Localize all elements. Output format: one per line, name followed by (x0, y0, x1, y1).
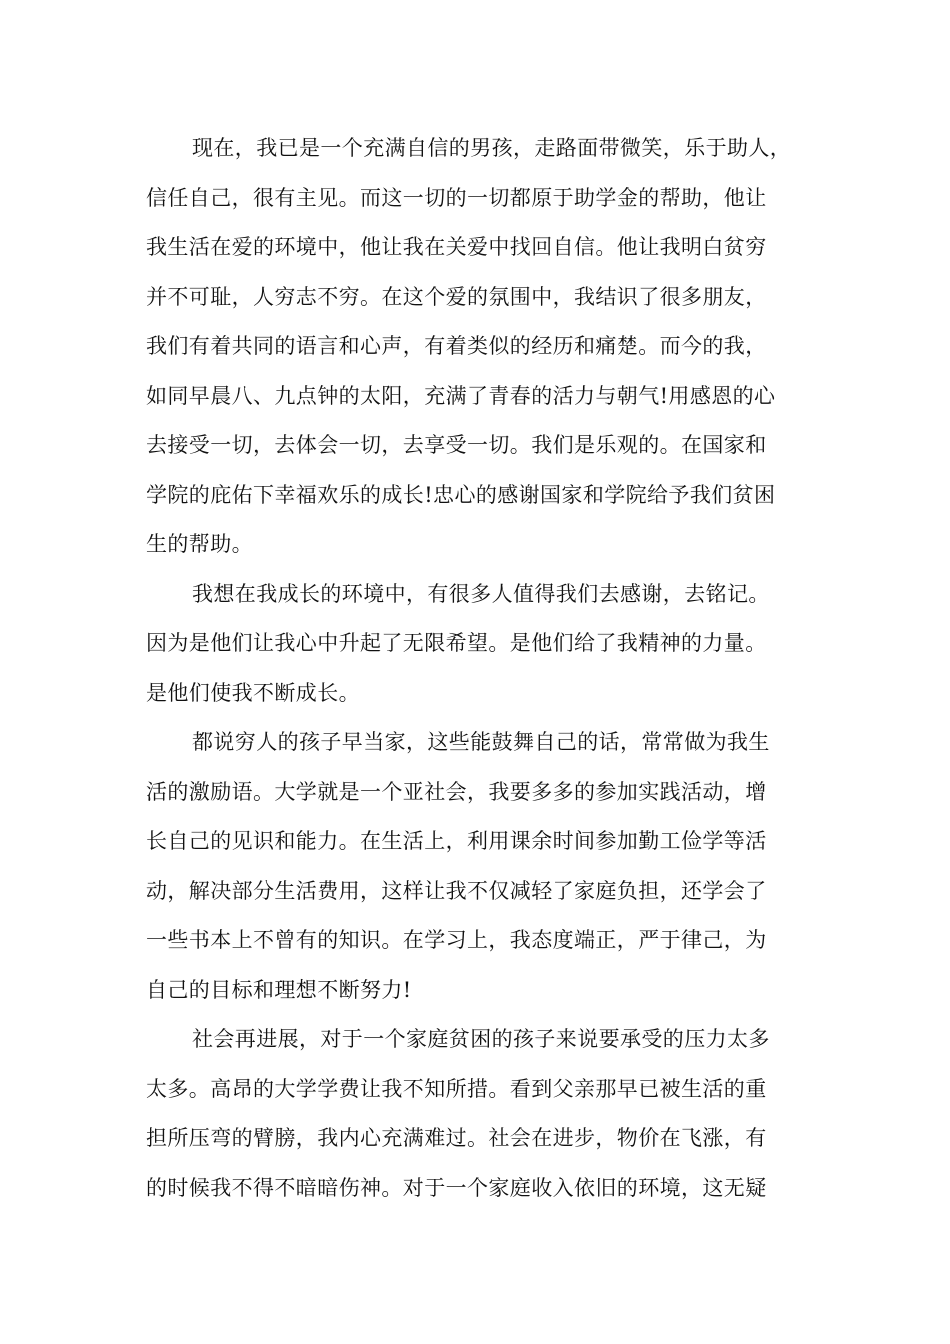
text-line: 动，解决部分生活费用，这样让我不仅减轻了家庭负担，还学会了 (146, 878, 767, 903)
text-line: 担所压弯的臂膀，我内心充满难过。社会在进步，物价在飞涨，有 (146, 1126, 767, 1150)
text-line: 并不可耻，人穷志不穷。在这个爱的氛围中，我结识了很多朋友， (146, 284, 767, 309)
paragraph-4 (146, 1015, 814, 1213)
text-line: 是他们使我不断成长。 (146, 680, 360, 705)
text-line: 如同早晨八、九点钟的太阳，充满了青春的活力与朝气!用感恩的心 (146, 383, 776, 408)
text-line: 去接受一切，去体会一切，去享受一切。我们是乐观的。在国家和 (146, 433, 767, 457)
text-line: 活的激励语。大学就是一个亚社会，我要多多的参加实践活动，增 (146, 779, 767, 804)
document-body (146, 124, 814, 1213)
text-line: 生的帮助。 (146, 532, 253, 556)
text-line: 的时候我不得不暗暗伤神。对于一个家庭收入依旧的环境，这无疑 (146, 1175, 767, 1200)
paragraph-2 (146, 570, 814, 719)
paragraph-3 (146, 718, 814, 1015)
text-line: 社会再进展，对于一个家庭贫困的孩子来说要承受的压力太多 (192, 1027, 770, 1051)
paragraph-1 (146, 124, 814, 570)
text-line: 现在，我已是一个充满自信的男孩，走路面带微笑，乐于助人， (192, 136, 792, 160)
text-line: 我生活在爱的环境中，他让我在关爱中找回自信。他让我明白贫穷 (146, 235, 767, 259)
text-line: 都说穷人的孩子早当家，这些能鼓舞自己的话，常常做为我生 (192, 730, 770, 754)
text-line: 太多。高昂的大学学费让我不知所措。看到父亲那早已被生活的重 (146, 1076, 767, 1101)
text-line: 我们有着共同的语言和心声，有着类似的经历和痛楚。而今的我， (146, 334, 767, 358)
text-line: 学院的庇佑下幸福欢乐的成长!忠心的感谢国家和学院给予我们贫困 (146, 482, 776, 507)
text-line: 一些书本上不曾有的知识。在学习上，我态度端正，严于律己，为 (146, 928, 767, 952)
text-line: 自己的目标和理想不断努力! (146, 977, 412, 1002)
text-line: 信任自己，很有主见。而这一切的一切都原于助学金的帮助，他让 (146, 185, 767, 210)
text-line: 我想在我成长的环境中，有很多人值得我们去感谢，去铭记。 (192, 581, 770, 606)
text-line: 长自己的见识和能力。在生活上，利用课余时间参加勤工俭学等活 (146, 829, 767, 853)
text-line: 因为是他们让我心中升起了无限希望。是他们给了我精神的力量。 (146, 631, 767, 655)
